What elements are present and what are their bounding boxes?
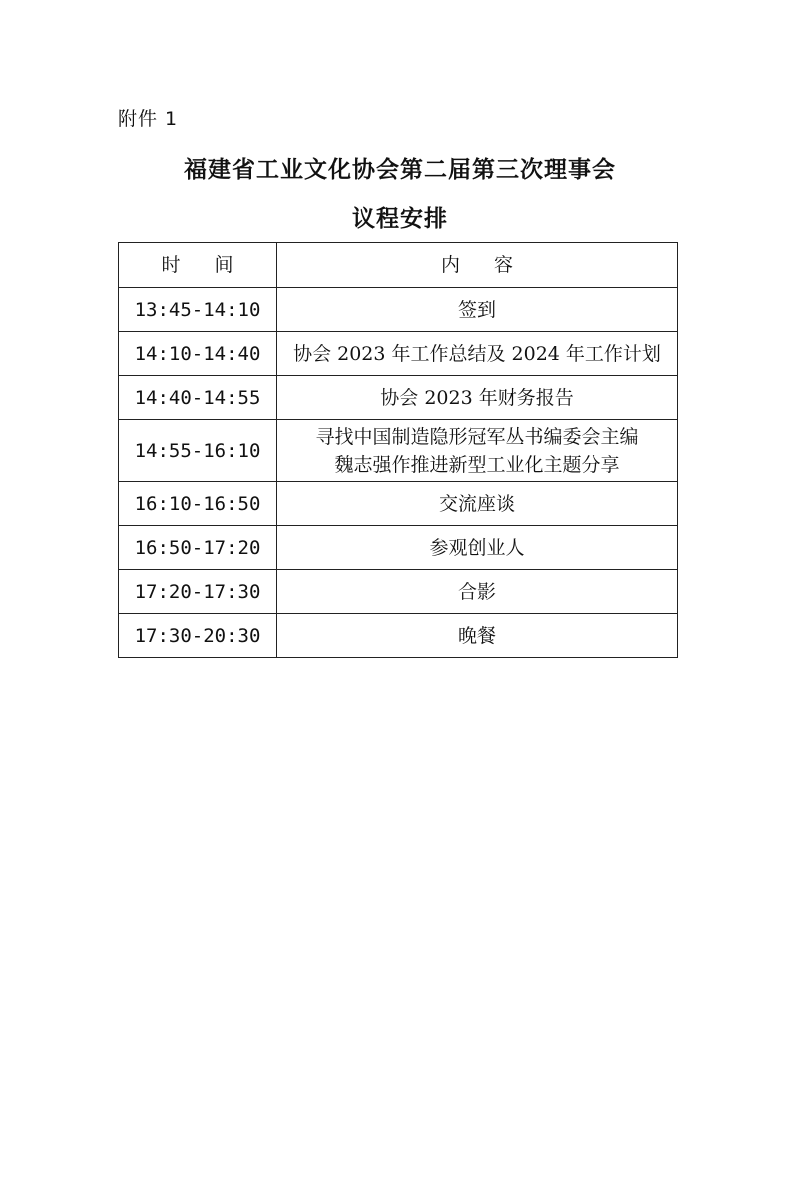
row-time: 17:20-17:30 (119, 570, 277, 614)
row-content (277, 482, 678, 526)
row-content (277, 376, 678, 420)
row-content-line: 交流座谈 (438, 492, 515, 515)
row-content (277, 570, 678, 614)
attachment-label: 附件 1 (118, 108, 179, 130)
row-content (277, 420, 678, 482)
header-content-label: 内 容 (440, 254, 528, 276)
table-row (119, 482, 678, 526)
row-content (277, 332, 678, 376)
row-time: 16:50-17:20 (119, 526, 277, 570)
header-time-label: 时 间 (161, 254, 248, 276)
row-content (277, 614, 678, 658)
row-content (277, 526, 678, 570)
header-time (119, 243, 277, 288)
row-time: 14:55-16:10 (119, 420, 277, 482)
row-time: 17:30-20:30 (119, 614, 277, 658)
row-content-line: 签到 (457, 298, 496, 321)
table-row (119, 332, 678, 376)
table-row (119, 420, 678, 482)
row-time: 13:45-14:10 (119, 288, 277, 332)
row-content (277, 288, 678, 332)
row-content-line: 参观创业人 (429, 536, 525, 559)
table-row (119, 570, 678, 614)
row-content-line: 合影 (457, 580, 496, 603)
table-header-row (119, 243, 678, 288)
row-content-line: 晚餐 (457, 624, 496, 647)
row-time: 16:10-16:50 (119, 482, 277, 526)
row-content-line: 协会 2023 年工作总结及 2024 年工作计划 (293, 342, 661, 365)
header-content (277, 243, 678, 288)
row-content-line: 寻找中国制造隐形冠军丛书编委会主编 (315, 425, 639, 448)
row-content-line: 协会 2023 年财务报告 (380, 386, 574, 409)
document-title: 福建省工业文化协会第二届第三次理事会 (184, 157, 616, 183)
table-row (119, 288, 678, 332)
document-subtitle: 议程安排 (352, 206, 448, 232)
table-row (119, 614, 678, 658)
row-time: 14:40-14:55 (119, 376, 277, 420)
row-content-line: 魏志强作推进新型工业化主题分享 (334, 453, 620, 476)
table-row (119, 376, 678, 420)
table-row (119, 526, 678, 570)
row-time: 14:10-14:40 (119, 332, 277, 376)
agenda-table (118, 242, 678, 658)
